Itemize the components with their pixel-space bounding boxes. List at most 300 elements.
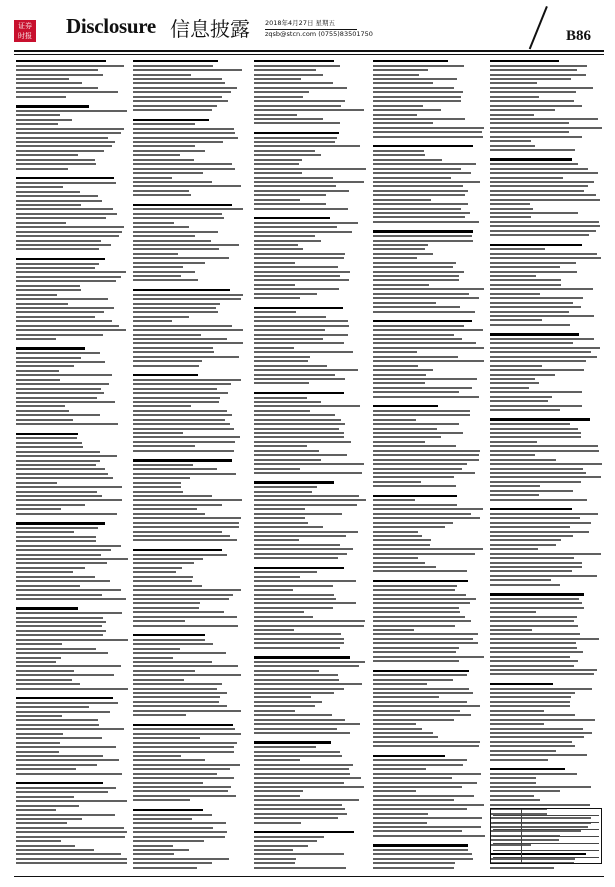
text-line [490,710,544,712]
text-line [133,576,193,578]
text-line [133,172,203,174]
fund-heading-line [254,741,331,743]
text-line [490,476,601,478]
text-line [16,554,101,556]
text-line [373,257,417,259]
text-line [254,325,349,327]
text-line [373,629,414,631]
fund-heading-line [16,60,106,62]
text-line [254,374,335,376]
text-line [16,643,62,645]
text-line [373,172,471,174]
text-line [133,759,205,761]
text-line [254,114,297,116]
text-line [133,325,232,327]
text-line [373,181,480,183]
text-line [133,786,231,788]
text-line [16,240,101,242]
text-line [16,746,116,748]
text-line [133,522,239,524]
text-line [490,65,587,67]
text-line [16,836,125,838]
text-line [490,262,576,264]
text-line [490,216,531,218]
text-line [373,602,470,604]
text-line [490,297,583,299]
text-line [490,428,578,430]
text-line [133,625,238,627]
text-line [16,796,74,798]
text-line [490,494,539,496]
text-line [254,445,307,447]
text-line [254,522,308,524]
text-line [254,311,296,313]
text-line [16,446,83,448]
text-line [373,513,471,515]
text-line [490,454,535,456]
fund-heading-line [254,60,334,62]
text-line [373,284,429,286]
text-line [133,159,194,161]
text-line [16,536,96,538]
text-line [254,334,348,336]
text-line [254,199,300,201]
text-line [133,733,241,735]
text-line [254,423,345,425]
text-line [373,728,422,730]
text-line [490,669,597,671]
text-line [490,136,582,138]
text-line [16,168,68,170]
text-line [254,378,345,380]
text-line [254,190,349,192]
text-line [490,463,602,465]
text-line [254,594,334,596]
text-line [133,679,184,681]
text-line [490,391,582,393]
text-line [133,397,220,399]
text-line [133,683,222,685]
text-line [373,638,473,640]
text-line [16,65,124,67]
text-line [373,131,482,133]
text-line [133,347,213,349]
text-line [16,724,99,726]
text-line [16,419,73,421]
text-line [16,549,111,551]
text-line [133,742,237,744]
text-line [490,759,548,761]
text-line [16,652,108,654]
text-line [373,826,481,828]
text-line [373,221,479,223]
text-line [254,513,342,515]
text-line [254,194,326,196]
text-line [490,203,530,205]
text-line [490,423,570,425]
text-line [16,263,99,265]
text-line [373,723,416,725]
text-line [16,271,126,273]
text-line [16,217,106,219]
text-line [490,436,581,438]
text-line [373,656,484,658]
text-line [254,710,295,712]
text-line [254,692,334,694]
text-line [16,814,115,816]
text-line [373,616,465,618]
text-line [133,602,200,604]
text-line [133,428,234,430]
text-line [254,65,340,67]
text-line [254,145,360,147]
fund-heading-line [254,831,354,833]
text-line [254,203,326,205]
text-line [373,804,484,806]
text-line [16,410,69,412]
text-line [133,298,241,300]
text-line [254,486,317,488]
text-line [373,248,425,250]
text-line [373,651,456,653]
text-line [373,710,460,712]
text-line [16,329,126,331]
text-line [16,464,96,466]
text-line [133,728,235,730]
text-line [373,382,425,384]
text-line [373,858,473,860]
text-line [133,616,237,618]
text-line [254,87,347,89]
text-line [373,118,465,120]
text-line [16,141,115,143]
text-line [373,91,463,93]
text-line [16,594,102,596]
text-line [133,558,203,560]
text-line [490,311,569,313]
text-line [16,585,80,587]
text-line [254,185,336,187]
text-line [490,131,569,133]
logo-glyphs: 证券 [18,22,32,30]
fund-heading-line [490,683,553,685]
text-line [133,436,240,438]
text-line [490,190,584,192]
text-line [490,140,531,142]
fund-heading-line [490,244,582,246]
text-line [16,840,61,842]
fund-heading-line [490,158,572,160]
text-line [133,82,225,84]
text-line [254,571,317,573]
text-line [16,74,103,76]
text-line [490,544,556,546]
text-line [16,397,97,399]
text-line [254,347,294,349]
text-line [254,714,332,716]
text-line [490,723,544,725]
text-line [133,78,222,80]
text-line [490,374,555,376]
text-line [373,585,457,587]
text-line [254,557,338,559]
text-line [490,445,598,447]
text-line [373,82,433,84]
text-line [490,248,545,250]
text-line [373,114,417,116]
text-line [254,226,337,228]
text-line [16,674,114,676]
text-line [373,127,484,129]
text-line [490,324,570,326]
text-line [133,773,217,775]
text-line [490,127,602,129]
text-line [254,508,305,510]
text-line [16,728,124,730]
text-line [133,482,181,484]
text-line [254,795,300,797]
text-line [133,473,236,475]
text-line [254,222,358,224]
text-line [254,517,305,519]
text-line [373,347,484,349]
text-line [254,768,349,770]
paragraph-gap [16,867,128,870]
text-line [373,522,453,524]
text-line [254,526,323,528]
text-line [16,580,110,582]
fund-heading-line [133,60,218,62]
text-line [254,141,335,143]
fund-heading-line [373,495,457,497]
text-line [254,607,333,609]
text-line [490,450,599,452]
text-line [133,648,180,650]
text-line [373,387,472,389]
text-line [373,674,467,676]
text-line [254,432,344,434]
fund-heading-line [133,809,203,811]
notice-table-row [493,823,599,830]
text-line [16,773,122,775]
text-line [373,566,436,568]
text-line [373,535,422,537]
text-line [133,714,186,716]
text-line [133,611,224,613]
text-line [254,625,364,627]
text-line [373,822,427,824]
text-line [490,562,582,564]
text-line [373,782,477,784]
text-line [490,490,573,492]
text-line [133,661,212,663]
text-line [254,459,321,461]
text-line [16,365,74,367]
text-line [16,768,76,770]
text-line [254,867,346,869]
text-line [490,696,571,698]
text-line [373,786,462,788]
text-line [16,513,117,515]
text-line [133,782,203,784]
text-line [254,436,344,438]
text-line [490,109,555,111]
text-line [133,670,195,672]
text-line [16,231,122,233]
text-line [254,638,344,640]
text-line [16,661,56,663]
text-line [16,504,85,506]
text-line [16,858,127,860]
text-line [16,670,74,672]
fund-heading-line [254,307,343,309]
text-line [373,100,461,102]
text-line [254,755,342,757]
text-line [373,297,479,299]
text-line [133,145,195,147]
text-line [490,633,580,635]
text-line [16,414,100,416]
text-line [254,69,316,71]
dateline [265,19,373,39]
text-line [133,799,190,801]
text-line [254,544,340,546]
text-line [133,526,239,528]
text-line [254,845,308,847]
text-line [373,795,474,797]
text-line [254,320,348,322]
text-line [133,100,228,102]
text-line [490,172,598,174]
text-line [133,163,232,165]
text-line [490,271,577,273]
notice-table-row [493,851,599,858]
text-line [16,235,119,237]
text-line [373,203,468,205]
text-line [16,437,77,439]
text-line [16,562,107,564]
text-line [254,589,293,591]
text-line [16,648,96,650]
text-line [373,539,431,541]
text-line [16,451,100,453]
text-line [490,468,583,470]
text-line [16,862,127,864]
text-line [133,746,234,748]
text-line [16,298,108,300]
text-line [133,464,193,466]
text-line [16,733,63,735]
text-line [373,790,416,792]
text-line [373,557,418,559]
text-line [373,391,459,393]
fund-heading-line [16,522,105,524]
text-line [373,150,424,152]
fund-heading-line [373,405,438,407]
text-line [490,754,587,756]
text-line [490,351,591,353]
text-line [133,91,231,93]
text-line [16,545,121,547]
text-line [133,777,234,779]
text-line [373,463,467,465]
text-line [133,867,197,869]
text-line [373,454,479,456]
text-line [490,642,576,644]
text-line [373,499,415,501]
text-line [490,557,574,559]
text-line [490,293,540,295]
text-line [133,571,176,573]
text-line [133,665,238,667]
text-line [490,100,574,102]
text-line [490,441,537,443]
text-line [254,862,295,864]
text-line [254,293,317,295]
text-line [133,150,205,152]
text-line [133,96,222,98]
text-line [16,383,109,385]
text-line [133,751,234,753]
text-line [254,463,364,465]
text-line [373,696,439,698]
text-line [490,221,599,223]
text-line [133,531,222,533]
text-line [373,306,460,308]
text-line [490,616,577,618]
fund-heading-line [254,481,334,483]
logo-glyphs: 时报 [18,32,32,40]
text-line [133,74,191,76]
text-line [490,181,594,183]
text-line [16,334,103,336]
text-line [133,154,180,156]
text-line [254,122,340,124]
notice-table-row [493,809,599,816]
text-line [16,791,108,793]
text-line [373,476,454,478]
text-line [373,436,441,438]
text-line [254,428,339,430]
text-line [254,495,359,497]
text-line [16,558,128,560]
notice-table-row [493,830,599,837]
contact-info: zqsb@stcn.com (0755)83501750 [265,30,373,38]
text-line [254,688,344,690]
text-line [254,817,338,819]
text-line [16,405,65,407]
text-line [373,159,442,161]
text-line [373,190,468,192]
text-line [490,773,577,775]
text-line [254,539,299,541]
text-line [133,240,211,242]
text-line [16,96,66,98]
text-line [133,688,217,690]
text-line [254,172,302,174]
text-line [490,647,577,649]
text-line [16,320,112,322]
fund-heading-line [254,132,339,134]
text-line [490,531,589,533]
text-line [16,110,127,112]
text-line [133,414,232,416]
text-line [254,683,362,685]
text-line [490,225,600,227]
notice-table [490,808,602,864]
text-line [373,867,454,869]
text-line [254,405,360,407]
